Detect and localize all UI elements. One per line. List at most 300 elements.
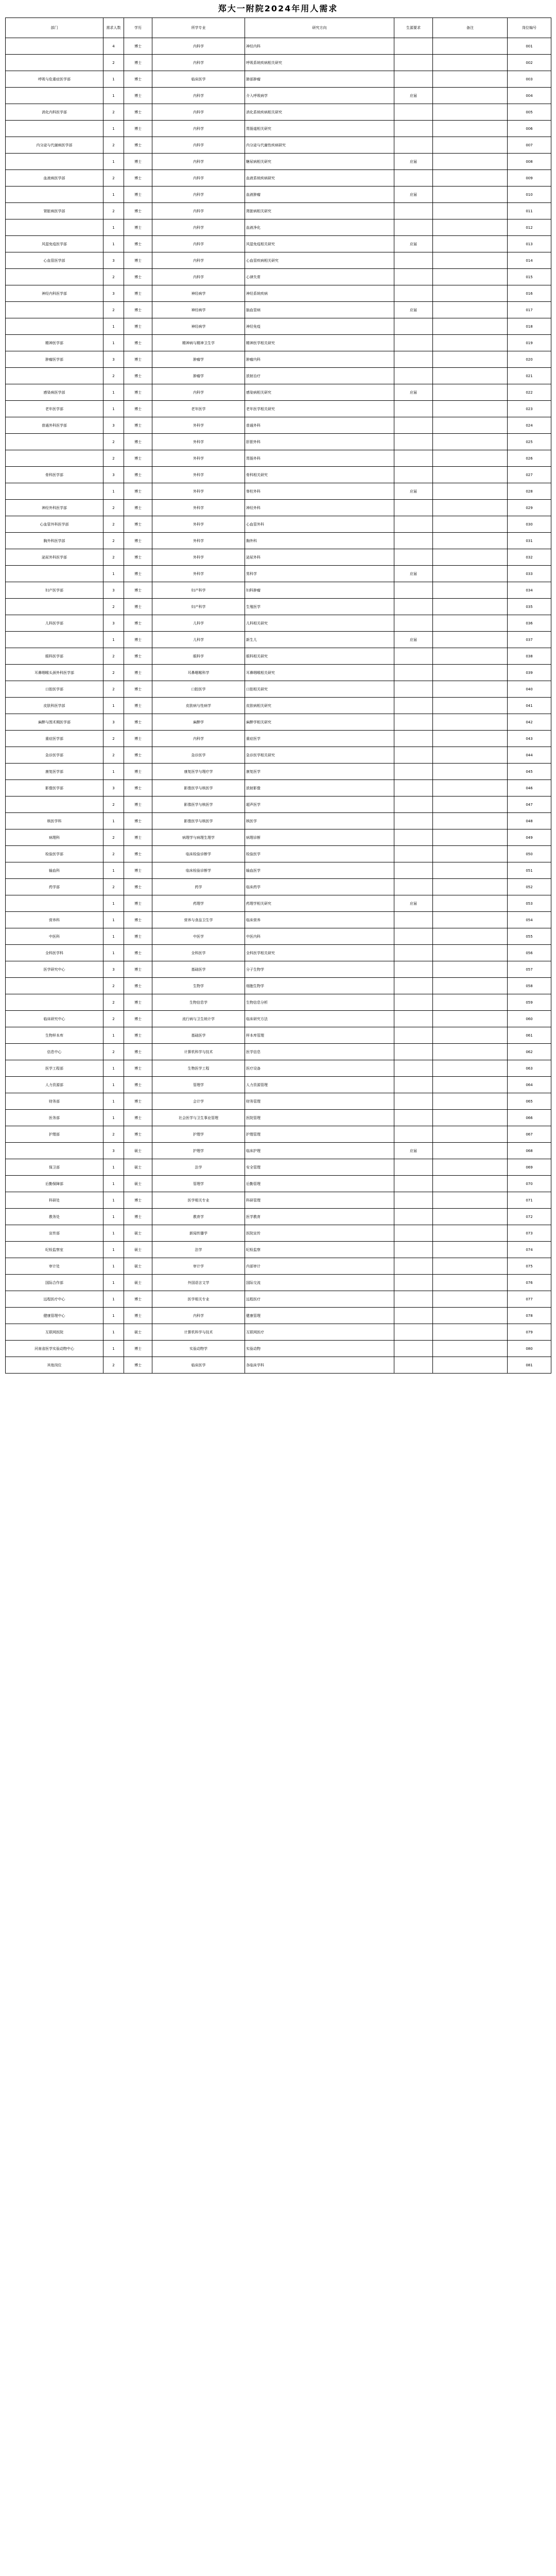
table-cell: 血液肿瘤 bbox=[245, 187, 394, 203]
table-cell bbox=[394, 731, 433, 747]
table-cell: 内科学 bbox=[152, 187, 245, 203]
table-cell: 影像医学与核医学 bbox=[152, 813, 245, 829]
table-cell: 博士 bbox=[124, 38, 152, 55]
table-cell: 博士 bbox=[124, 731, 152, 747]
table-cell: 博士 bbox=[124, 846, 152, 862]
table-cell: 019 bbox=[508, 335, 551, 351]
table-cell: 007 bbox=[508, 137, 551, 154]
table-cell bbox=[433, 829, 508, 846]
table-cell bbox=[433, 549, 508, 566]
table-cell: 精神病与精神卫生学 bbox=[152, 335, 245, 351]
table-cell: 055 bbox=[508, 928, 551, 945]
table-cell: 外科学 bbox=[152, 533, 245, 549]
table-cell: 心血管外科 bbox=[245, 516, 394, 533]
table-cell bbox=[6, 632, 103, 648]
table-cell: 管理学 bbox=[152, 1077, 245, 1093]
table-cell: 博士 bbox=[124, 203, 152, 219]
table-cell: 054 bbox=[508, 912, 551, 928]
table-cell bbox=[394, 137, 433, 154]
table-cell: 1 bbox=[103, 318, 124, 335]
table-cell: 博士 bbox=[124, 236, 152, 252]
table-cell: 教务处 bbox=[6, 1209, 103, 1225]
table-row bbox=[6, 1225, 551, 1242]
table-row bbox=[6, 351, 551, 368]
table-row bbox=[6, 928, 551, 945]
table-row bbox=[6, 1176, 551, 1192]
table-cell: 影像医学与核医学 bbox=[152, 780, 245, 796]
table-cell bbox=[433, 1060, 508, 1077]
table-cell: 妇产科学 bbox=[152, 599, 245, 615]
table-row bbox=[6, 1242, 551, 1258]
table-cell: 2 bbox=[103, 269, 124, 285]
table-cell: 脊柱外科 bbox=[245, 483, 394, 500]
table-cell bbox=[433, 566, 508, 582]
table-cell: 内科学 bbox=[152, 137, 245, 154]
table-cell: 硕士 bbox=[124, 1324, 152, 1341]
table-cell: 059 bbox=[508, 994, 551, 1011]
table-cell: 博士 bbox=[124, 1110, 152, 1126]
table-cell: 博士 bbox=[124, 829, 152, 846]
table-row bbox=[6, 994, 551, 1011]
table-cell: 内分泌与代谢病医学部 bbox=[6, 137, 103, 154]
table-cell bbox=[6, 978, 103, 994]
table-cell bbox=[433, 895, 508, 912]
table-row bbox=[6, 549, 551, 566]
table-cell bbox=[433, 434, 508, 450]
table-cell bbox=[394, 203, 433, 219]
table-cell: 儿科学 bbox=[152, 615, 245, 632]
table-cell: 肿瘤内科 bbox=[245, 351, 394, 368]
table-row bbox=[6, 1110, 551, 1126]
table-cell bbox=[394, 1357, 433, 1374]
table-row bbox=[6, 104, 551, 121]
table-cell: 1 bbox=[103, 219, 124, 236]
table-row bbox=[6, 368, 551, 384]
table-cell: 护理学 bbox=[152, 1143, 245, 1159]
table-cell bbox=[433, 1275, 508, 1291]
table-cell bbox=[394, 401, 433, 417]
table-cell bbox=[433, 1027, 508, 1044]
table-cell: 内科学 bbox=[152, 121, 245, 137]
table-cell: 025 bbox=[508, 434, 551, 450]
table-cell bbox=[394, 104, 433, 121]
table-cell: 2 bbox=[103, 796, 124, 813]
table-cell bbox=[6, 219, 103, 236]
table-cell: 硕士 bbox=[124, 1159, 152, 1176]
table-cell: 医学相关专业 bbox=[152, 1192, 245, 1209]
table-cell bbox=[433, 170, 508, 187]
table-cell bbox=[394, 38, 433, 55]
table-cell: 临床研究中心 bbox=[6, 1011, 103, 1027]
table-body bbox=[6, 38, 551, 1374]
table-cell: 胸外科医学部 bbox=[6, 533, 103, 549]
table-row bbox=[6, 302, 551, 318]
table-cell: 065 bbox=[508, 1093, 551, 1110]
table-row bbox=[6, 1077, 551, 1093]
table-cell: 皮肤科医学部 bbox=[6, 698, 103, 714]
table-cell: 重症医学部 bbox=[6, 731, 103, 747]
table-cell: 护理管理 bbox=[245, 1126, 394, 1143]
table-row bbox=[6, 1143, 551, 1159]
table-cell: 2 bbox=[103, 104, 124, 121]
table-cell: 077 bbox=[508, 1291, 551, 1308]
table-cell: 分子生物学 bbox=[245, 961, 394, 978]
table-cell: 2 bbox=[103, 203, 124, 219]
table-cell bbox=[433, 467, 508, 483]
table-cell: 062 bbox=[508, 1044, 551, 1060]
table-cell: 051 bbox=[508, 862, 551, 879]
table-row bbox=[6, 1291, 551, 1308]
table-row bbox=[6, 681, 551, 698]
table-row bbox=[6, 961, 551, 978]
table-row bbox=[6, 384, 551, 401]
table-cell: 博士 bbox=[124, 895, 152, 912]
table-cell: 029 bbox=[508, 500, 551, 516]
table-cell bbox=[433, 318, 508, 335]
table-cell: 2 bbox=[103, 747, 124, 764]
table-cell: 2 bbox=[103, 170, 124, 187]
table-cell: 药理学 bbox=[152, 895, 245, 912]
table-cell: 031 bbox=[508, 533, 551, 549]
table-cell bbox=[433, 88, 508, 104]
table-row bbox=[6, 434, 551, 450]
table-cell: 全科医学 bbox=[152, 945, 245, 961]
table-cell bbox=[6, 55, 103, 71]
table-cell: 内科学 bbox=[152, 38, 245, 55]
table-row bbox=[6, 252, 551, 269]
table-cell: 硕士 bbox=[124, 1275, 152, 1291]
table-cell: 安全管理 bbox=[245, 1159, 394, 1176]
table-row bbox=[6, 88, 551, 104]
table-cell: 肿瘤学 bbox=[152, 368, 245, 384]
table-cell: 056 bbox=[508, 945, 551, 961]
table-cell: 2 bbox=[103, 665, 124, 681]
table-cell bbox=[394, 928, 433, 945]
table-cell: 应届 bbox=[394, 236, 433, 252]
table-cell: 妇产科学 bbox=[152, 582, 245, 599]
table-cell: 1 bbox=[103, 698, 124, 714]
table-cell: 核医学 bbox=[245, 813, 394, 829]
table-cell bbox=[433, 252, 508, 269]
table-cell: 泌尿外科 bbox=[245, 549, 394, 566]
table-row bbox=[6, 582, 551, 599]
table-cell: 1 bbox=[103, 1176, 124, 1192]
table-cell: 教育学 bbox=[152, 1209, 245, 1225]
table-cell: 博士 bbox=[124, 285, 152, 302]
table-cell: 应届 bbox=[394, 88, 433, 104]
table-cell: 博士 bbox=[124, 1044, 152, 1060]
table-row bbox=[6, 698, 551, 714]
table-cell: 内科学 bbox=[152, 203, 245, 219]
table-cell bbox=[433, 648, 508, 665]
table-cell: 输血科 bbox=[6, 862, 103, 879]
table-cell bbox=[433, 698, 508, 714]
table-row bbox=[6, 566, 551, 582]
table-cell: 医疗设备 bbox=[245, 1060, 394, 1077]
table-cell: 神经病学 bbox=[152, 285, 245, 302]
table-cell bbox=[394, 285, 433, 302]
table-cell: 医学工程部 bbox=[6, 1060, 103, 1077]
table-cell bbox=[433, 368, 508, 384]
table-cell: 2 bbox=[103, 137, 124, 154]
table-cell bbox=[394, 351, 433, 368]
table-cell: 输血医学 bbox=[245, 862, 394, 879]
table-cell: 博士 bbox=[124, 961, 152, 978]
table-cell bbox=[394, 599, 433, 615]
table-cell: 管理学 bbox=[152, 1176, 245, 1192]
table-cell: 营养科 bbox=[6, 912, 103, 928]
table-cell: 069 bbox=[508, 1159, 551, 1176]
table-cell bbox=[433, 615, 508, 632]
table-cell bbox=[433, 796, 508, 813]
table-cell: 040 bbox=[508, 681, 551, 698]
table-cell: 耳鼻咽喉头颈外科医学部 bbox=[6, 665, 103, 681]
header-cell: 需求人数 bbox=[103, 18, 124, 38]
table-cell: 神经内科 bbox=[245, 38, 394, 55]
table-cell: 022 bbox=[508, 384, 551, 401]
table-cell: 放射治疗 bbox=[245, 368, 394, 384]
table-cell bbox=[394, 1027, 433, 1044]
table-cell: 人力资源部 bbox=[6, 1077, 103, 1093]
table-cell: 3 bbox=[103, 961, 124, 978]
table-cell: 临床药学 bbox=[245, 879, 394, 895]
table-cell: 感染病相关研究 bbox=[245, 384, 394, 401]
table-cell: 硕士 bbox=[124, 1242, 152, 1258]
table-cell bbox=[433, 1093, 508, 1110]
table-cell: 博士 bbox=[124, 1192, 152, 1209]
table-cell: 004 bbox=[508, 88, 551, 104]
table-cell: 检验医学部 bbox=[6, 846, 103, 862]
header-cell: 研究方向 bbox=[245, 18, 394, 38]
table-cell: 纪检监察 bbox=[245, 1242, 394, 1258]
table-cell bbox=[394, 681, 433, 698]
table-cell bbox=[433, 747, 508, 764]
table-row bbox=[6, 862, 551, 879]
table-cell: 重症医学 bbox=[245, 731, 394, 747]
table-cell bbox=[433, 1159, 508, 1176]
table-row bbox=[6, 895, 551, 912]
table-cell: 博士 bbox=[124, 714, 152, 731]
table-cell: 1 bbox=[103, 945, 124, 961]
table-cell: 博士 bbox=[124, 648, 152, 665]
table-cell: 普通外科医学部 bbox=[6, 417, 103, 434]
table-cell: 052 bbox=[508, 879, 551, 895]
table-cell: 博士 bbox=[124, 698, 152, 714]
table-row bbox=[6, 467, 551, 483]
table-cell: 074 bbox=[508, 1242, 551, 1258]
table-cell: 066 bbox=[508, 1110, 551, 1126]
table-cell: 博士 bbox=[124, 417, 152, 434]
table-cell: 硕士 bbox=[124, 1258, 152, 1275]
table-row bbox=[6, 1060, 551, 1077]
table-cell: 全科医学科 bbox=[6, 945, 103, 961]
table-cell: 博士 bbox=[124, 1027, 152, 1044]
table-cell: 耳鼻咽喉相关研究 bbox=[245, 665, 394, 681]
table-cell: 妇产医学部 bbox=[6, 582, 103, 599]
table-cell: 外国语言文学 bbox=[152, 1275, 245, 1291]
table-cell: 流行病与卫生统计学 bbox=[152, 1011, 245, 1027]
table-cell bbox=[394, 1126, 433, 1143]
table-cell: 影像医学与核医学 bbox=[152, 796, 245, 813]
table-cell: 博士 bbox=[124, 1060, 152, 1077]
table-cell: 046 bbox=[508, 780, 551, 796]
table-cell bbox=[394, 796, 433, 813]
table-row bbox=[6, 1192, 551, 1209]
table-cell: 2 bbox=[103, 1011, 124, 1027]
table-cell: 博士 bbox=[124, 187, 152, 203]
table-cell: 护理部 bbox=[6, 1126, 103, 1143]
table-cell: 博士 bbox=[124, 582, 152, 599]
table-cell: 063 bbox=[508, 1060, 551, 1077]
table-cell bbox=[394, 1242, 433, 1258]
table-cell: 博士 bbox=[124, 71, 152, 88]
table-cell bbox=[394, 846, 433, 862]
table-row bbox=[6, 450, 551, 467]
table-cell: 胃肠外科 bbox=[245, 450, 394, 467]
table-cell bbox=[394, 1324, 433, 1341]
table-cell: 财务部 bbox=[6, 1093, 103, 1110]
table-cell: 博士 bbox=[124, 1357, 152, 1374]
table-cell: 博士 bbox=[124, 252, 152, 269]
table-row bbox=[6, 1093, 551, 1110]
table-cell: 1 bbox=[103, 1242, 124, 1258]
table-cell bbox=[433, 417, 508, 434]
table-cell: 实验动物 bbox=[245, 1341, 394, 1357]
table-cell: 急诊医学部 bbox=[6, 747, 103, 764]
table-cell bbox=[433, 533, 508, 549]
table-cell bbox=[433, 780, 508, 796]
table-row bbox=[6, 533, 551, 549]
table-cell bbox=[394, 434, 433, 450]
table-cell: 审计学 bbox=[152, 1258, 245, 1275]
table-cell bbox=[433, 335, 508, 351]
table-cell: 008 bbox=[508, 154, 551, 170]
table-cell: 呼吸与危重症医学部 bbox=[6, 71, 103, 88]
table-cell: 生物医学工程 bbox=[152, 1060, 245, 1077]
table-cell: 1 bbox=[103, 862, 124, 879]
table-cell: 儿科医学部 bbox=[6, 615, 103, 632]
table-cell: 耳鼻咽喉科学 bbox=[152, 665, 245, 681]
table-cell bbox=[394, 170, 433, 187]
table-cell: 博士 bbox=[124, 1126, 152, 1143]
table-cell: 医务部 bbox=[6, 1110, 103, 1126]
table-cell: 肝胆外科 bbox=[245, 434, 394, 450]
table-cell: 肿瘤学 bbox=[152, 351, 245, 368]
table-cell: 临床医学 bbox=[152, 1357, 245, 1374]
table-cell: 血液病医学部 bbox=[6, 170, 103, 187]
table-cell bbox=[394, 1291, 433, 1308]
table-cell: 科研处 bbox=[6, 1192, 103, 1209]
table-row bbox=[6, 1011, 551, 1027]
table-cell: 口腔相关研究 bbox=[245, 681, 394, 698]
table-cell: 1 bbox=[103, 1209, 124, 1225]
table-cell: 2 bbox=[103, 533, 124, 549]
table-cell bbox=[394, 747, 433, 764]
table-cell: 024 bbox=[508, 417, 551, 434]
table-cell: 041 bbox=[508, 698, 551, 714]
table-cell bbox=[433, 104, 508, 121]
table-cell: 3 bbox=[103, 467, 124, 483]
table-cell: 神经病学 bbox=[152, 318, 245, 335]
table-cell: 内分泌与代谢性疾病研究 bbox=[245, 137, 394, 154]
table-cell: 麻醉与围术期医学部 bbox=[6, 714, 103, 731]
table-cell: 博士 bbox=[124, 104, 152, 121]
table-cell: 1 bbox=[103, 1308, 124, 1324]
table-cell bbox=[394, 55, 433, 71]
table-cell bbox=[6, 121, 103, 137]
table-cell: 博士 bbox=[124, 1291, 152, 1308]
table-cell: 外科学 bbox=[152, 434, 245, 450]
table-cell bbox=[394, 533, 433, 549]
header-cell: 备注 bbox=[433, 18, 508, 38]
table-cell: 内科学 bbox=[152, 731, 245, 747]
table-cell: 博士 bbox=[124, 764, 152, 780]
table-cell bbox=[394, 1275, 433, 1291]
table-row bbox=[6, 1159, 551, 1176]
table-cell: 麻醉学相关研究 bbox=[245, 714, 394, 731]
table-cell: 生物样本库 bbox=[6, 1027, 103, 1044]
table-row bbox=[6, 665, 551, 681]
table-cell: 神经外科 bbox=[245, 500, 394, 516]
table-cell: 067 bbox=[508, 1126, 551, 1143]
table-cell bbox=[394, 500, 433, 516]
table-row bbox=[6, 236, 551, 252]
table-row bbox=[6, 170, 551, 187]
table-row bbox=[6, 401, 551, 417]
table-cell: 老年医学部 bbox=[6, 401, 103, 417]
table-cell: 060 bbox=[508, 1011, 551, 1027]
table-cell: 超声医学 bbox=[245, 796, 394, 813]
table-cell: 2 bbox=[103, 302, 124, 318]
table-cell bbox=[394, 467, 433, 483]
table-cell bbox=[433, 1077, 508, 1093]
table-cell: 细胞生物学 bbox=[245, 978, 394, 994]
table-cell: 042 bbox=[508, 714, 551, 731]
table-cell: 生物学 bbox=[152, 978, 245, 994]
header-cell: 岗位编号 bbox=[508, 18, 551, 38]
table-cell bbox=[394, 1159, 433, 1176]
header-cell: 所学专业 bbox=[152, 18, 245, 38]
table-cell bbox=[6, 154, 103, 170]
table-cell bbox=[394, 335, 433, 351]
table-cell: 博士 bbox=[124, 401, 152, 417]
table-cell: 博士 bbox=[124, 796, 152, 813]
table-cell bbox=[6, 483, 103, 500]
table-cell: 2 bbox=[103, 55, 124, 71]
table-cell: 博士 bbox=[124, 219, 152, 236]
table-cell bbox=[433, 55, 508, 71]
table-cell: 硕士 bbox=[124, 1143, 152, 1159]
table-row bbox=[6, 879, 551, 895]
table-cell: 老年医学相关研究 bbox=[245, 401, 394, 417]
table-cell bbox=[394, 1192, 433, 1209]
table-cell bbox=[6, 895, 103, 912]
table-cell bbox=[433, 236, 508, 252]
table-cell: 021 bbox=[508, 368, 551, 384]
table-cell: 生物信息分析 bbox=[245, 994, 394, 1011]
table-cell: 027 bbox=[508, 467, 551, 483]
table-cell: 骨科相关研究 bbox=[245, 467, 394, 483]
table-cell bbox=[433, 38, 508, 55]
table-cell: 眼科相关研究 bbox=[245, 648, 394, 665]
table-cell: 1 bbox=[103, 1324, 124, 1341]
table-cell: 072 bbox=[508, 1209, 551, 1225]
table-cell: 外科学 bbox=[152, 516, 245, 533]
table-cell bbox=[394, 219, 433, 236]
table-cell: 1 bbox=[103, 1291, 124, 1308]
table-cell: 057 bbox=[508, 961, 551, 978]
table-cell: 硕士 bbox=[124, 1176, 152, 1192]
